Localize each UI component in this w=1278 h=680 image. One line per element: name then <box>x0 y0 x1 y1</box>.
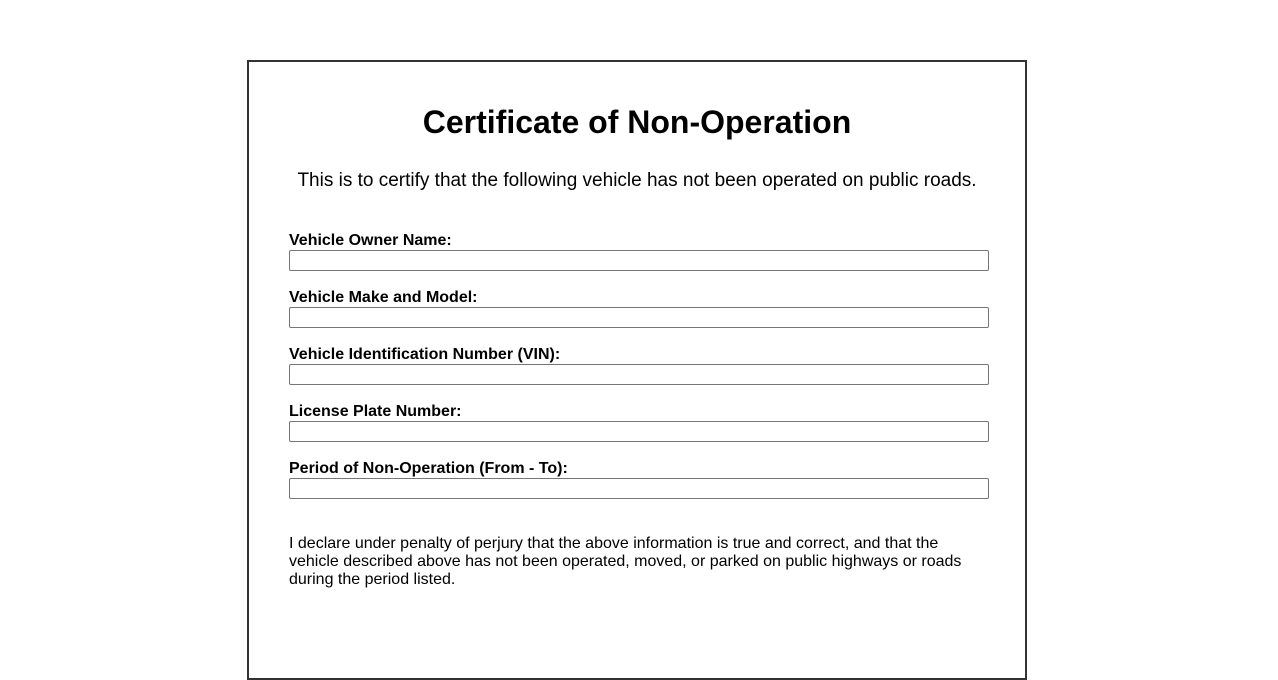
license-plate-label: License Plate Number: <box>289 403 462 420</box>
vin-input[interactable] <box>289 364 989 385</box>
non-operation-period-input[interactable] <box>289 478 989 499</box>
make-model-label: Vehicle Make and Model: <box>289 289 478 306</box>
license-plate-field-group <box>289 402 989 459</box>
non-operation-period-label: Period of Non-Operation (From - To): <box>289 460 568 477</box>
non-operation-period-field-group <box>289 459 989 516</box>
owner-name-label: Vehicle Owner Name: <box>289 232 452 249</box>
make-model-field-group <box>289 288 989 345</box>
certificate-form <box>247 60 1027 680</box>
owner-name-field-group <box>289 231 989 288</box>
perjury-declaration: I declare under penalty of perjury that the above information is true and correct, and that the vehicle described above has not been operated, moved, or parked on public highways or roads during the period listed. <box>289 535 962 588</box>
vin-label: Vehicle Identification Number (VIN): <box>289 346 561 363</box>
make-model-input[interactable] <box>289 307 989 328</box>
certificate-title: Certificate of Non-Operation <box>422 104 852 140</box>
owner-name-input[interactable] <box>289 250 989 271</box>
vehicle-fields <box>289 231 989 516</box>
certificate-intro: This is to certify that the following vehicle has not been operated on public roads. <box>297 170 977 191</box>
vin-field-group <box>289 345 989 402</box>
license-plate-input[interactable] <box>289 421 989 442</box>
